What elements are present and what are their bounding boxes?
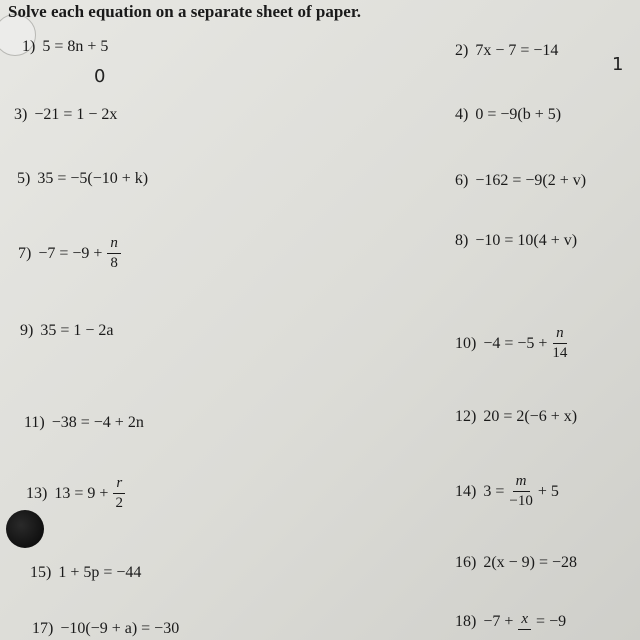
equation-left: 3 = (483, 482, 505, 500)
problem-number: 18) (455, 613, 477, 630)
numerator: x (518, 612, 531, 630)
denominator: 14 (552, 345, 568, 361)
equation-right: + 5 (537, 482, 559, 500)
problem-number: 10) (455, 334, 477, 352)
black-dot (6, 510, 44, 548)
equation: −38 = −4 + 2n (51, 414, 144, 431)
numerator: m (513, 474, 530, 492)
problem-13 (26, 476, 127, 511)
problem-number: 12) (455, 408, 477, 425)
problem-8 (455, 232, 577, 250)
worksheet-title: Solve each equation on a separate sheet of paper. (8, 2, 362, 21)
equation: 0 = −9(b + 5) (475, 106, 562, 123)
equation (483, 474, 559, 509)
equation: −162 = −9(2 + v) (475, 172, 587, 189)
fraction (509, 474, 532, 509)
equation: 20 = 2(−6 + x) (483, 408, 578, 425)
equation: 35 = 1 − 2a (40, 322, 114, 339)
denominator: 8 (110, 255, 118, 271)
problem-number: 17) (32, 620, 54, 637)
problem-5 (17, 170, 148, 188)
problem-number: 9) (20, 322, 34, 339)
equation: 5 = 8n + 5 (42, 38, 109, 55)
equation: −10 = 10(4 + v) (475, 232, 578, 249)
fraction (552, 326, 567, 361)
problem-number: 14) (455, 482, 477, 500)
equation: 1 + 5p = −44 (58, 564, 142, 581)
problem-number: 4) (455, 106, 469, 123)
equation-right: = −9 (536, 613, 567, 630)
problem-11 (24, 414, 144, 432)
equation: 35 = −5(−10 + k) (37, 170, 149, 187)
problem-16 (455, 554, 577, 572)
equation (483, 326, 569, 361)
problem-10 (455, 326, 569, 361)
fraction (518, 612, 531, 632)
equation-left: −7 = −9 + (38, 244, 103, 262)
problem-1 (22, 38, 108, 56)
fraction (113, 476, 125, 511)
problem-2 (455, 42, 558, 60)
problem-7 (18, 236, 123, 271)
handwritten-answer: 0 (94, 66, 106, 87)
problem-number: 5) (17, 170, 31, 187)
equation: −21 = 1 − 2x (34, 106, 118, 123)
problem-number: 13) (26, 484, 48, 502)
equation-left: −4 = −5 + (483, 334, 548, 352)
problem-12 (455, 408, 577, 426)
numerator: r (113, 476, 125, 494)
problem-number: 15) (30, 564, 52, 581)
problem-number: 8) (455, 232, 469, 249)
problem-14 (455, 474, 559, 509)
equation: 7x − 7 = −14 (475, 42, 559, 59)
problem-9 (20, 322, 113, 340)
problem-number: 2) (455, 42, 469, 59)
equation (54, 476, 127, 511)
equation-left: 13 = 9 + (54, 484, 109, 502)
problem-6 (455, 172, 586, 190)
numerator: n (553, 326, 567, 344)
problem-number: 16) (455, 554, 477, 571)
problem-3 (14, 106, 117, 124)
fraction (107, 236, 121, 271)
denominator: −10 (509, 493, 533, 509)
handwritten-answer: 1 (612, 54, 624, 75)
equation: −10(−9 + a) = −30 (60, 620, 180, 637)
problem-number: 1) (22, 38, 36, 55)
problem-4 (455, 106, 561, 124)
numerator: n (107, 236, 121, 254)
equation (483, 612, 566, 632)
equation: 2(x − 9) = −28 (483, 554, 578, 571)
problem-number: 3) (14, 106, 28, 123)
problem-number: 7) (18, 244, 32, 262)
problem-18 (455, 612, 566, 632)
problem-15 (30, 564, 141, 582)
equation (38, 236, 123, 271)
problem-17 (32, 620, 179, 638)
problem-number: 6) (455, 172, 469, 189)
equation-left: −7 + (483, 613, 514, 630)
problem-number: 11) (24, 414, 45, 431)
denominator: 2 (115, 495, 124, 511)
